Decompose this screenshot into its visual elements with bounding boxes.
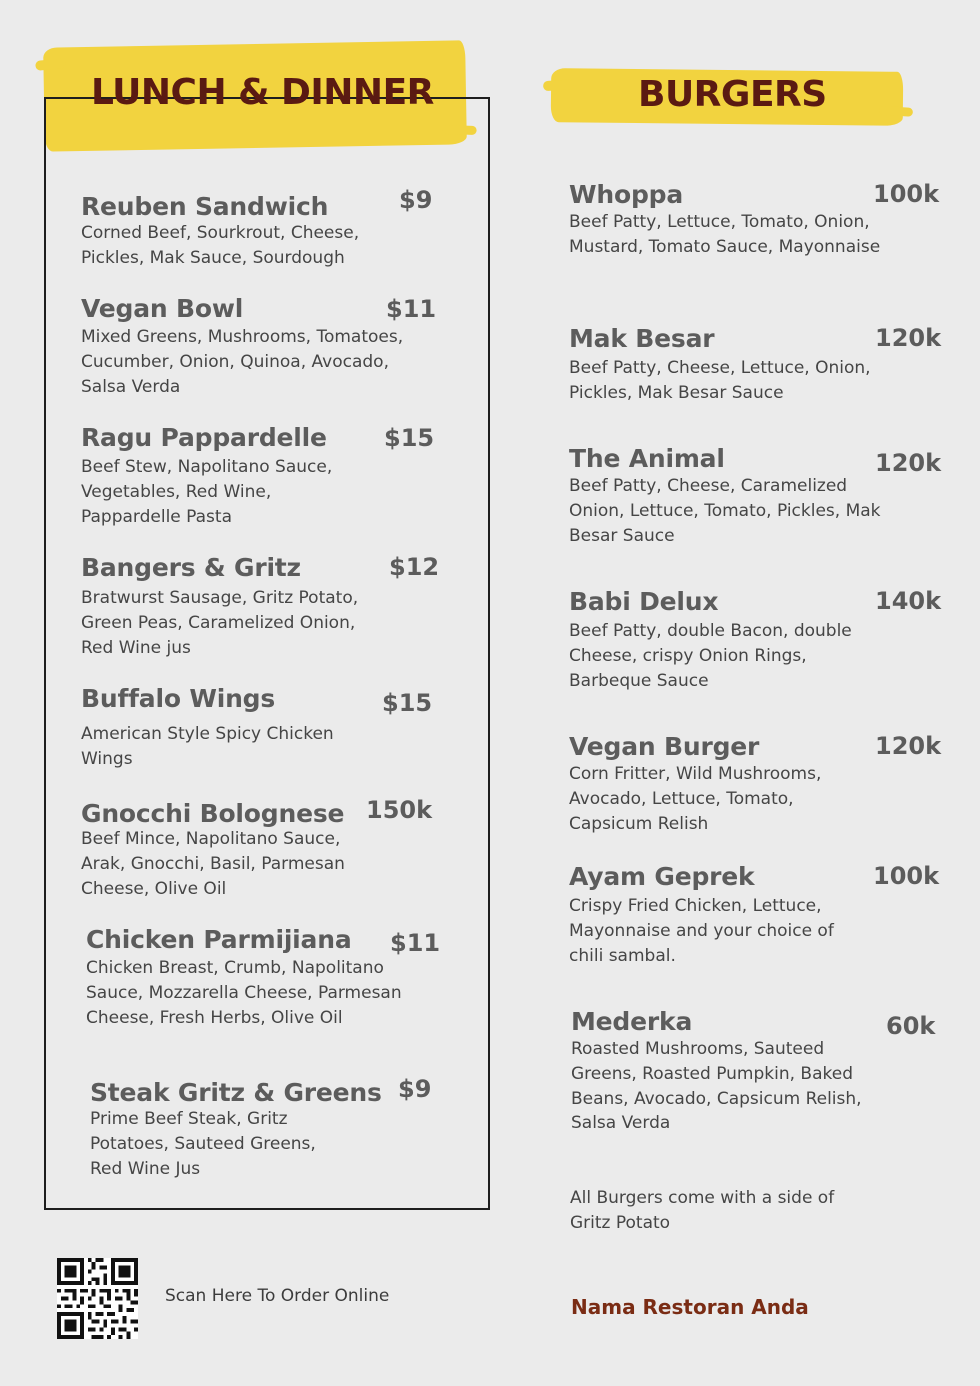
item-description: Mixed Greens, Mushrooms, Tomatoes, Cucumber, Onion, Quinoa, Avocado, Salsa Verda — [81, 327, 404, 397]
item-description: Beef Patty, Cheese, Caramelized Onion, Lettuce, Tomato, Pickles, Mak Besar Sauce — [569, 476, 881, 546]
item-price: $15 — [384, 424, 435, 452]
item-name: Bangers & Gritz — [81, 553, 301, 582]
item-price: 100k — [873, 862, 940, 890]
burgers-side-note: All Burgers come with a side of Gritz Potato — [570, 1188, 835, 1233]
item-description: Prime Beef Steak, Gritz Potatoes, Sauteed Greens, Red Wine Jus — [90, 1109, 316, 1179]
item-price: 150k — [366, 796, 433, 824]
item-price: 140k — [875, 587, 942, 615]
item-name: Chicken Parmijiana — [86, 925, 352, 954]
item-description: Corned Beef, Sourkrout, Cheese, Pickles, Mak Sauce, Sourdough — [81, 223, 360, 268]
item-name: Mak Besar — [569, 324, 715, 353]
qr-code-icon[interactable] — [57, 1258, 138, 1339]
item-description: Beef Patty, Cheese, Lettuce, Onion, Pickles, Mak Besar Sauce — [569, 358, 871, 403]
item-description: American Style Spicy Chicken Wings — [81, 724, 334, 769]
item-description: Roasted Mushrooms, Sauteed Greens, Roasted Pumpkin, Baked Beans, Avocado, Capsicum Relish, Salsa Verda — [571, 1039, 862, 1134]
item-name: Steak Gritz & Greens — [90, 1078, 382, 1107]
item-name: Gnocchi Bolognese — [81, 799, 345, 828]
item-description: Chicken Breast, Crumb, Napolitano Sauce, Mozzarella Cheese, Parmesan Cheese, Fresh Herbs, Olive Oil — [86, 958, 402, 1028]
item-price: $15 — [382, 689, 433, 717]
item-price: 100k — [873, 180, 940, 208]
item-name: Vegan Bowl — [81, 294, 244, 323]
item-name: Mederka — [571, 1007, 693, 1036]
item-name: Ayam Geprek — [569, 862, 755, 891]
item-name: Ragu Pappardelle — [81, 423, 327, 452]
item-price: 120k — [875, 732, 942, 760]
item-description: Beef Mince, Napolitano Sauce, Arak, Gnocchi, Basil, Parmesan Cheese, Olive Oil — [81, 829, 345, 899]
burgers-title: BURGERS — [638, 74, 827, 115]
item-price: $11 — [386, 295, 437, 323]
item-price: 120k — [875, 449, 942, 477]
item-description: Corn Fritter, Wild Mushrooms, Avocado, Lettuce, Tomato, Capsicum Relish — [569, 764, 822, 834]
item-price: $11 — [390, 929, 441, 957]
item-price: 60k — [886, 1012, 936, 1040]
item-description: Bratwurst Sausage, Gritz Potato, Green Peas, Caramelized Onion, Red Wine jus — [81, 588, 359, 658]
item-name: Reuben Sandwich — [81, 192, 329, 221]
item-price: 120k — [875, 324, 942, 352]
item-description: Crispy Fried Chicken, Lettuce, Mayonnaise and your choice of chili sambal. — [569, 896, 834, 966]
item-description: Beef Patty, double Bacon, double Cheese, crispy Onion Rings, Barbeque Sauce — [569, 621, 852, 691]
scan-to-order-text: Scan Here To Order Online — [165, 1286, 390, 1306]
item-name: The Animal — [569, 444, 725, 473]
item-price: $9 — [398, 1075, 432, 1103]
item-description: Beef Stew, Napolitano Sauce, Vegetables, Red Wine, Pappardelle Pasta — [81, 457, 333, 527]
item-price: $9 — [399, 186, 433, 214]
item-name: Babi Delux — [569, 587, 719, 616]
item-name: Buffalo Wings — [81, 684, 276, 713]
item-name: Vegan Burger — [569, 732, 760, 761]
restaurant-name: Nama Restoran Anda — [571, 1295, 809, 1319]
item-description: Beef Patty, Lettuce, Tomato, Onion, Mustard, Tomato Sauce, Mayonnaise — [569, 212, 881, 257]
lunch-dinner-title: LUNCH & DINNER — [91, 72, 434, 113]
item-name: Whoppa — [569, 180, 684, 209]
item-price: $12 — [389, 553, 440, 581]
